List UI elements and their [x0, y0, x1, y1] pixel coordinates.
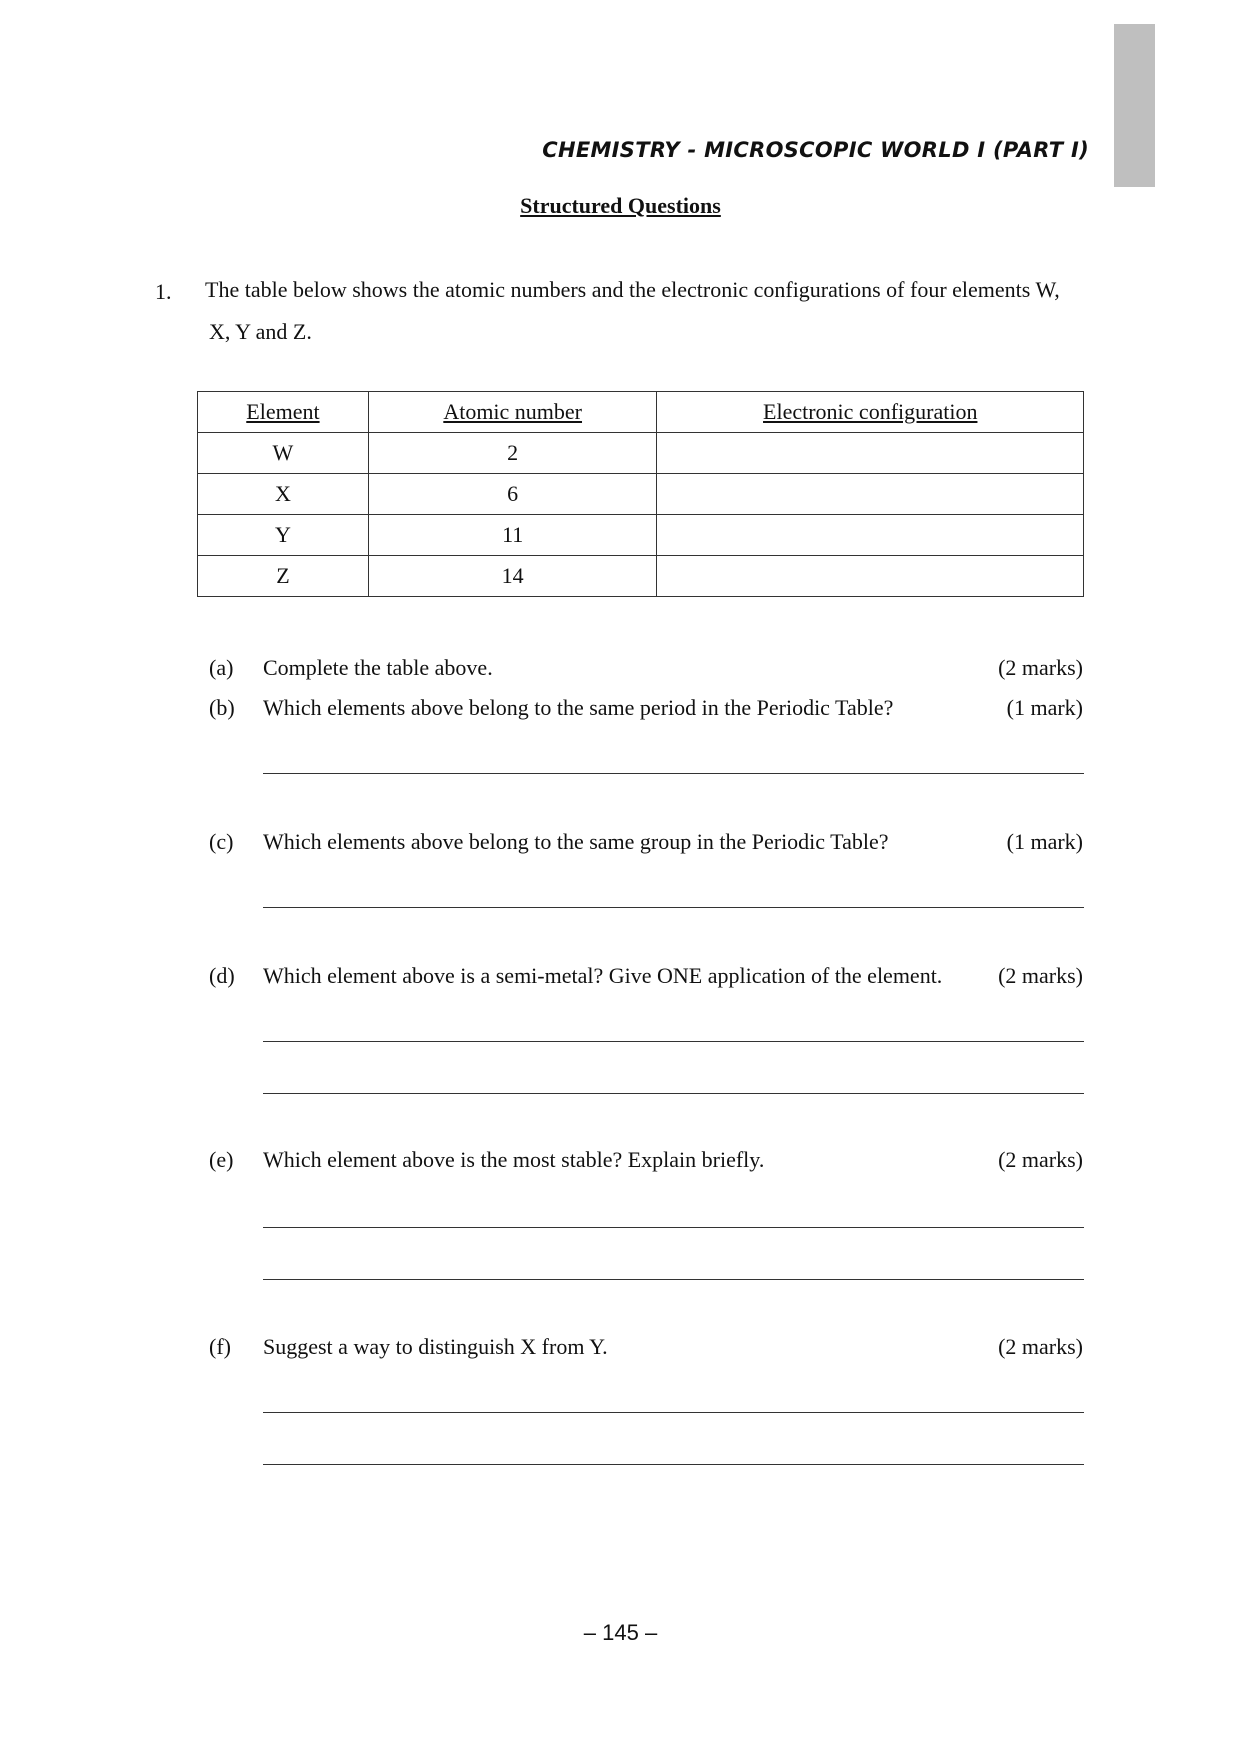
table-row [198, 556, 1084, 597]
part-d-text: Which element above is a semi-metal? Give ONE application of the element. [263, 963, 943, 988]
answer-line-c[interactable] [263, 907, 1084, 908]
part-f-text: Suggest a way to distinguish X from Y. [263, 1334, 608, 1359]
cell-element: W [198, 433, 369, 474]
part-f-label: (f) [209, 1334, 231, 1359]
part-a-label: (a) [209, 655, 234, 680]
part-d-label: (d) [209, 963, 235, 988]
table-row [198, 515, 1084, 556]
answer-line-e-2[interactable] [263, 1279, 1084, 1280]
section-title-text: Structured Questions [520, 193, 721, 218]
answer-line-b[interactable] [263, 773, 1084, 774]
column-header-atomic-number: Atomic number [368, 392, 657, 433]
section-title [0, 193, 1241, 219]
answer-line-d-2[interactable] [263, 1093, 1084, 1094]
part-e-label: (e) [209, 1147, 234, 1172]
chapter-title: CHEMISTRY - MICROSCOPIC WORLD I (PART I) [542, 138, 1089, 162]
page-number: – 145 – [583, 1620, 658, 1645]
part-e-marks: (2 marks) [998, 1147, 1083, 1172]
part-c-marks: (1 mark) [1006, 829, 1083, 854]
answer-line-f-1[interactable] [263, 1412, 1084, 1413]
cell-electronic-configuration[interactable] [657, 433, 1084, 474]
cell-element: Z [198, 556, 369, 597]
cell-electronic-configuration[interactable] [657, 474, 1084, 515]
cell-electronic-configuration[interactable] [657, 556, 1084, 597]
column-header-element: Element [198, 392, 369, 433]
cell-electronic-configuration[interactable] [657, 515, 1084, 556]
table-header-row [198, 392, 1084, 433]
cell-element: Y [198, 515, 369, 556]
part-c-text: Which elements above belong to the same group in the Periodic Table? [263, 829, 889, 854]
cell-atomic-number: 11 [368, 515, 657, 556]
cell-atomic-number: 2 [368, 433, 657, 474]
question-number: 1. [155, 279, 172, 304]
table-row [198, 474, 1084, 515]
part-a-marks: (2 marks) [998, 655, 1083, 680]
answer-line-e-1[interactable] [263, 1227, 1084, 1228]
part-b-marks: (1 mark) [1006, 695, 1083, 720]
part-d-marks: (2 marks) [998, 963, 1083, 988]
table-row [198, 433, 1084, 474]
question-stem-line-1: The table below shows the atomic numbers and the electronic configurations of four elements W, [205, 277, 1060, 302]
cell-atomic-number: 6 [368, 474, 657, 515]
cell-atomic-number: 14 [368, 556, 657, 597]
answer-line-f-2[interactable] [263, 1464, 1084, 1465]
part-e-text: Which element above is the most stable? Explain briefly. [263, 1147, 765, 1172]
part-a-text: Complete the table above. [263, 655, 493, 680]
elements-table [197, 391, 1084, 597]
answer-line-d-1[interactable] [263, 1041, 1084, 1042]
part-b-text: Which elements above belong to the same period in the Periodic Table? [263, 695, 894, 720]
part-f-marks: (2 marks) [998, 1334, 1083, 1359]
column-header-electronic-configuration: Electronic configuration [657, 392, 1084, 433]
chapter-side-tab [1114, 24, 1155, 187]
part-b-label: (b) [209, 695, 235, 720]
question-stem-line-2: X, Y and Z. [209, 319, 312, 344]
part-c-label: (c) [209, 829, 234, 854]
cell-element: X [198, 474, 369, 515]
